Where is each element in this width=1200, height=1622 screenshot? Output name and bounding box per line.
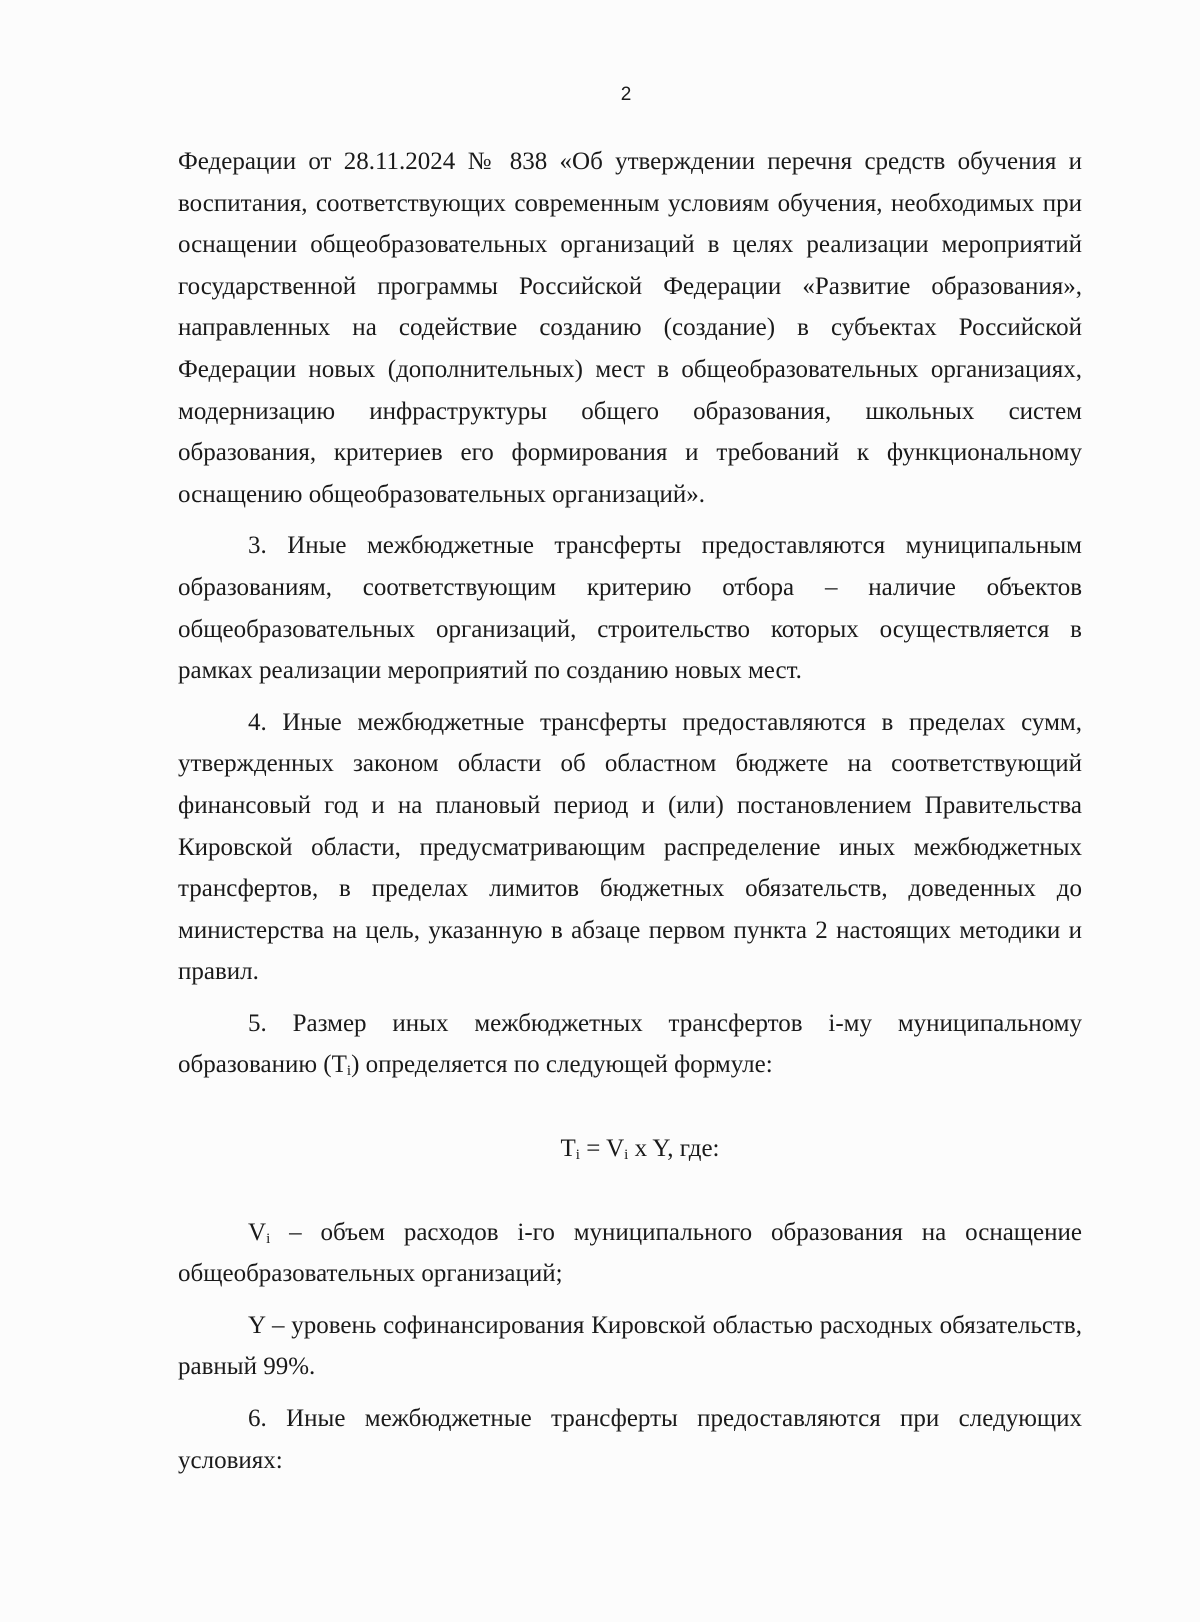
formula [178,1128,1082,1170]
paragraph-3: 3. Иные межбюджетные трансферты предоставляются муниципальным образованиям, соответствующим критерию отбора – наличие объектов общеобразовательных организаций, строительство которых осуществляется в рамках реализации мероприятий по созданию новых мест. [178,532,1082,685]
paragraph-continuation: Федерации от 28.11.2024 № 838 «Об утверждении перечня средств обучения и воспитания, соответствующих современным условиям обучения, необходимых при оснащении общеобразовательных организаций в целях реализации мероприятий государственной программы Российской Федерации «Развитие образования», направленных на содействие созданию (создание) в субъектах Российской Федерации новых (дополнительных) мест в общеобразовательных организациях, модернизацию инфраструктуры общего образования, школьных систем образования, критериев его формирования и требований к функциональному оснащению общеобразовательных организаций». [178,148,1082,508]
definition-y [178,1305,1082,1388]
paragraph-5-text-before: 5. Размер иных межбюджетных трансфертов i-му муниципальному образованию (T [178,1009,1082,1079]
document-body [178,141,1082,1481]
paragraph-5-text-after: ) определяется по следующей формуле: [351,1051,773,1079]
paragraph-4: 4. Иные межбюджетные трансферты предоставляются в пределах сумм, утвержденных законом области об областном бюджете на соответствующий финансовый год и на плановый период и (или) постановлением Правительства Кировской области, предусматривающим распределение иных межбюджетных трансфертов, в пределах лимитов бюджетных обязательств, доведенных до министерства на цель, указанную в абзаце первом пункта 2 настоящих методики и правил. [178,708,1082,986]
definition-y-text: – уровень софинансирования Кировской областью расходных обязательств, равный 99%. [178,1311,1082,1381]
paragraph-5 [178,1003,1082,1086]
definition-y-symbol: Y [248,1311,266,1339]
definition-v-sub: i [266,1230,271,1247]
formula-rest: x Y, где: [628,1135,720,1163]
formula-t-sub: i [575,1147,580,1164]
definition-v-symbol: V [248,1218,267,1246]
definition-v-text: – объем расходов i-го муниципального образования на оснащение общеобразовательных организаций; [178,1218,1082,1288]
formula-eq: = V [579,1135,625,1163]
formula-v-sub: i [624,1147,629,1164]
paragraph-6: 6. Иные межбюджетные трансферты предоставляются при следующих условиях: [178,1405,1082,1474]
page-number: 2 [620,84,632,105]
definition-v [178,1212,1082,1295]
paragraph-5-subscript: i [346,1063,352,1080]
formula-t: T [560,1135,576,1163]
